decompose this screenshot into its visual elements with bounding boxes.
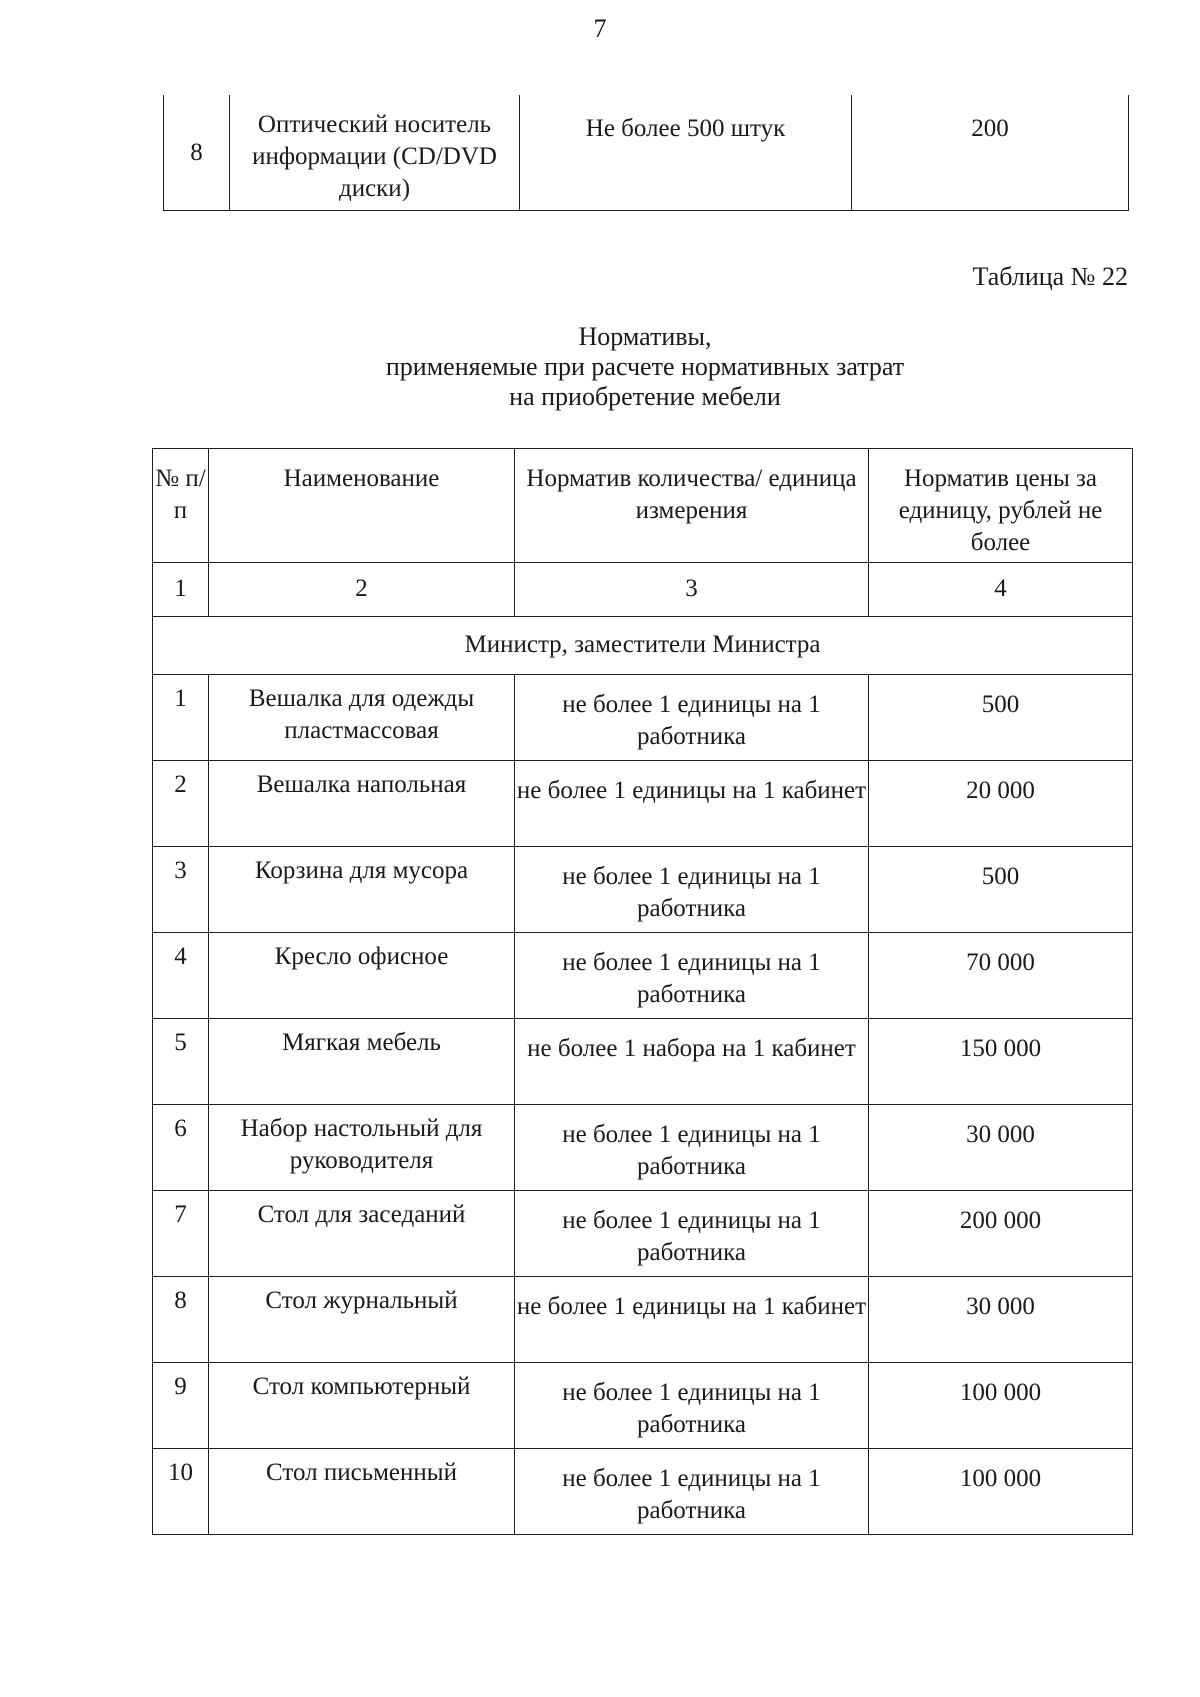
header-quantity: Норматив количества/ единица измерения xyxy=(515,449,869,563)
row-name: Мягкая мебель xyxy=(209,1019,515,1105)
table-row xyxy=(153,1105,1133,1191)
row-number: 5 xyxy=(153,1019,209,1105)
row-price: 500 xyxy=(869,847,1133,933)
row-number: 9 xyxy=(153,1363,209,1449)
row-name: Набор настольный для руководителя xyxy=(209,1105,515,1191)
row-number: 8 xyxy=(153,1277,209,1363)
row-price: 30 000 xyxy=(869,1105,1133,1191)
row-price: 100 000 xyxy=(869,1449,1133,1535)
row-quantity: не более 1 единицы на 1 работника xyxy=(515,1191,869,1277)
row-price: 20 000 xyxy=(869,761,1133,847)
row-quantity: не более 1 единицы на 1 работника xyxy=(515,1105,869,1191)
table-row xyxy=(153,1449,1133,1535)
row-quantity: не более 1 единицы на 1 работника xyxy=(515,933,869,1019)
row-quantity: не более 1 единицы на 1 кабинет xyxy=(515,1277,869,1363)
row-name: Корзина для мусора xyxy=(209,847,515,933)
column-number: 2 xyxy=(209,563,515,617)
column-number: 3 xyxy=(515,563,869,617)
header-number: № п/п xyxy=(153,449,209,563)
table-row xyxy=(153,1363,1133,1449)
row-quantity: не более 1 единицы на 1 работника xyxy=(515,1449,869,1535)
row-name: Стол журнальный xyxy=(209,1277,515,1363)
row-price: 30 000 xyxy=(869,1277,1133,1363)
table-row xyxy=(153,1191,1133,1277)
table-row xyxy=(153,1019,1133,1105)
row-name: Стол для заседаний xyxy=(209,1191,515,1277)
furniture-norms-table xyxy=(152,448,1133,1535)
row-price: 150 000 xyxy=(869,1019,1133,1105)
row-number: 4 xyxy=(153,933,209,1019)
row-price: 70 000 xyxy=(869,933,1133,1019)
row-number: 3 xyxy=(153,847,209,933)
table-row xyxy=(153,761,1133,847)
row-number: 2 xyxy=(153,761,209,847)
section-row xyxy=(153,617,1133,675)
row-number: 1 xyxy=(153,675,209,761)
title-line: Нормативы, xyxy=(578,322,712,351)
column-number: 4 xyxy=(869,563,1133,617)
row-name: Вешалка напольная xyxy=(209,761,515,847)
row-number: 7 xyxy=(153,1191,209,1277)
continued-table xyxy=(163,95,1129,211)
row-name: Стол компьютерный xyxy=(209,1363,515,1449)
row-quantity: не более 1 единицы на 1 работника xyxy=(515,847,869,933)
table-row xyxy=(153,675,1133,761)
row-name: Оптический носитель информации (CD/DVD диски) xyxy=(230,95,520,210)
table-header-row xyxy=(153,449,1133,563)
row-quantity: не более 1 набора на 1 кабинет xyxy=(515,1019,869,1105)
column-number: 1 xyxy=(153,563,209,617)
row-quantity: не более 1 единицы на 1 работника xyxy=(515,675,869,761)
row-number: 6 xyxy=(153,1105,209,1191)
column-numbers-row xyxy=(153,563,1133,617)
table-row xyxy=(164,95,1129,210)
page-number: 7 xyxy=(593,14,607,43)
table-label: Таблица № 22 xyxy=(972,262,1128,291)
row-quantity: не более 1 единицы на 1 работника xyxy=(515,1363,869,1449)
title-line: применяемые при расчете нормативных затрат xyxy=(385,352,905,381)
row-quantity: Не более 500 штук xyxy=(520,95,852,210)
document-title xyxy=(0,322,1200,412)
table-row xyxy=(153,933,1133,1019)
header-name: Наименование xyxy=(209,449,515,563)
row-price: 200 xyxy=(852,95,1129,210)
row-price: 500 xyxy=(869,675,1133,761)
row-number: 8 xyxy=(164,95,230,210)
row-name: Вешалка для одежды пластмассовая xyxy=(209,675,515,761)
row-price: 100 000 xyxy=(869,1363,1133,1449)
row-name: Кресло офисное xyxy=(209,933,515,1019)
section-title: Министр, заместители Министра xyxy=(153,617,1133,675)
row-number: 10 xyxy=(153,1449,209,1535)
table-row xyxy=(153,847,1133,933)
row-quantity: не более 1 единицы на 1 кабинет xyxy=(515,761,869,847)
row-name: Стол письменный xyxy=(209,1449,515,1535)
title-line: на приобретение мебели xyxy=(509,382,781,411)
row-price: 200 000 xyxy=(869,1191,1133,1277)
table-row xyxy=(153,1277,1133,1363)
header-price: Норматив цены за единицу, рублей не более xyxy=(869,449,1133,563)
